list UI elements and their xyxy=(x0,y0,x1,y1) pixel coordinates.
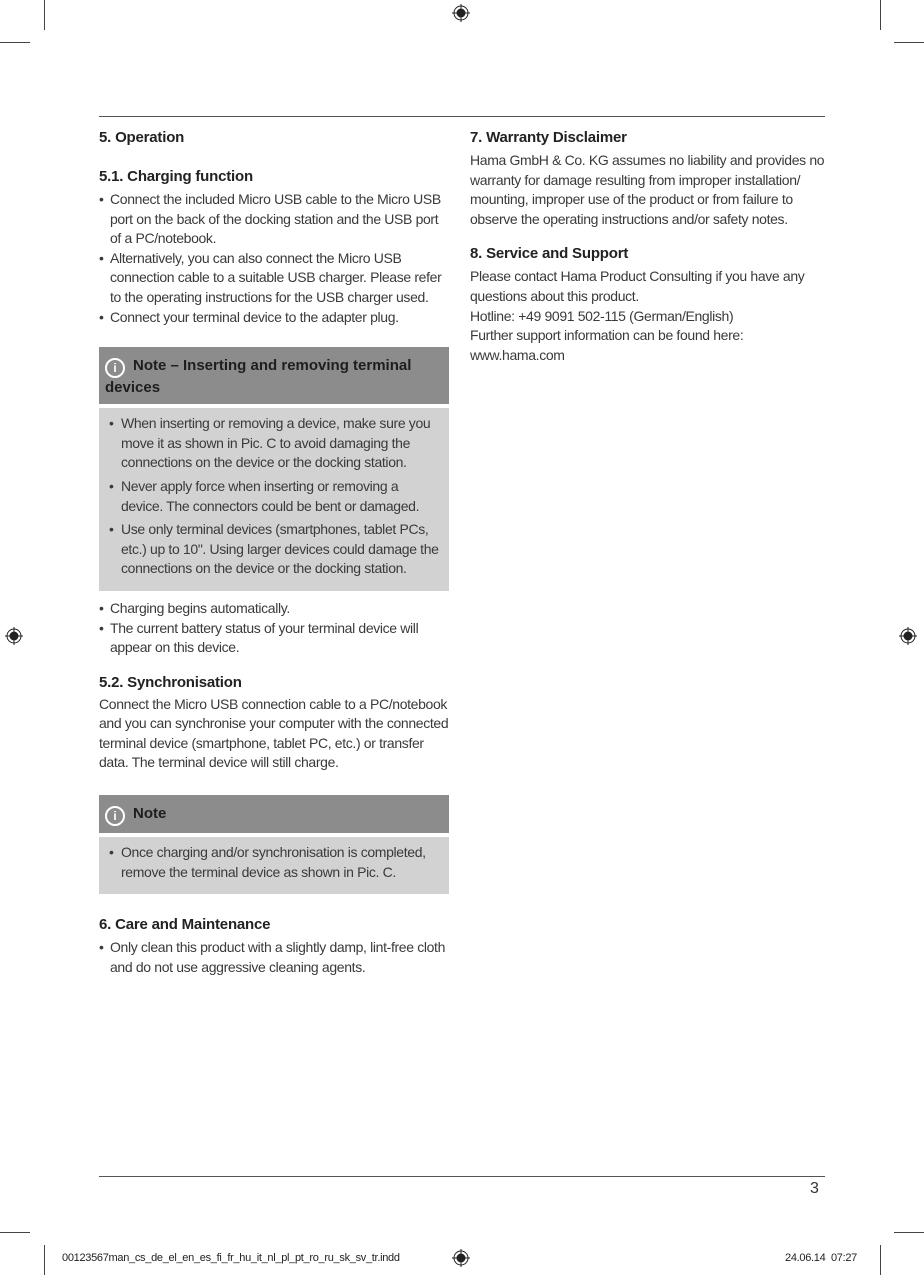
list-item: • Only clean this product with a slightly damp, lint-free cloth and do not use aggressive cleaning agents. xyxy=(99,938,449,977)
note-box xyxy=(99,795,449,894)
bottom-rule xyxy=(99,1176,825,1177)
list-item: • Never apply force when inserting or removing a device. The connectors could be bent or damaged. xyxy=(109,477,439,516)
note-header xyxy=(99,795,449,833)
registration-mark-icon xyxy=(5,627,23,645)
list-item: • The current battery status of your terminal device will appear on this device. xyxy=(99,619,449,658)
paragraph xyxy=(470,267,826,365)
website-link[interactable]: www.hama.com xyxy=(470,346,565,363)
bullet-list xyxy=(99,599,449,658)
crop-mark xyxy=(894,42,924,43)
note-body xyxy=(99,408,449,591)
note-header xyxy=(99,347,449,404)
list-item: • Connect your terminal device to the adapter plug. xyxy=(99,308,449,328)
text-line: Further support information can be found here: xyxy=(470,327,744,344)
list-item: • When inserting or removing a device, make sure you move it as shown in Pic. C to avoid damaging the connections on the device or the docking station. xyxy=(109,414,439,473)
footer-date: 24.06.14 xyxy=(785,1252,826,1264)
crop-mark xyxy=(880,0,881,30)
section-heading: 6. Care and Maintenance xyxy=(99,916,271,934)
info-icon: i xyxy=(105,358,125,378)
footer-time: 07:27 xyxy=(830,1252,857,1264)
section-heading: 5.1. Charging function xyxy=(99,168,253,185)
note-box xyxy=(99,347,449,591)
section-heading: 8. Service and Support xyxy=(470,245,629,263)
bullet-list xyxy=(99,938,449,977)
crop-mark xyxy=(0,1232,30,1233)
footer-timestamp xyxy=(785,1252,857,1264)
note-body xyxy=(99,837,449,894)
crop-mark xyxy=(44,1245,45,1275)
registration-mark-icon xyxy=(452,1249,470,1267)
footer-filename: 00123567man_cs_de_el_en_es_fi_fr_hu_it_nl_pl_pt_ro_ru_sk_sv_tr.indd xyxy=(62,1252,400,1264)
info-icon: i xyxy=(105,806,125,826)
section-heading: 5.2. Synchronisation xyxy=(99,673,242,691)
section-heading: 5. Operation xyxy=(99,129,185,146)
left-column xyxy=(99,129,449,977)
list-item: • Once charging and/or synchronisation is completed, remove the terminal device as shown in Pic. C. xyxy=(109,843,439,882)
right-column xyxy=(470,129,826,365)
page-number: 3 xyxy=(810,1180,819,1197)
list-item: • Connect the included Micro USB cable to the Micro USB port on the back of the docking station and the USB port of a PC/notebook. xyxy=(99,190,449,249)
list-item: • Use only terminal devices (smartphones, tablet PCs, etc.) up to 10". Using larger devices could damage the connections on the device or the docking station. xyxy=(109,520,439,579)
text-line: Hotline: +49 9091 502-115 (German/English) xyxy=(470,307,734,324)
list-item: • Alternatively, you can also connect the Micro USB connection cable to a suitable USB charger. Please refer to the operating instructions for the USB charger used. xyxy=(99,249,449,308)
crop-mark xyxy=(0,42,30,43)
list-item: • Charging begins automatically. xyxy=(99,599,449,619)
note-title: Note xyxy=(133,805,167,823)
registration-mark-icon xyxy=(452,4,470,22)
note-title: Note – Inserting and removing terminal devices xyxy=(105,357,412,397)
bullet-list xyxy=(99,190,449,327)
paragraph: Connect the Micro USB connection cable to a PC/notebook and you can synchronise your computer with the connected terminal device (smartphone, tablet PC, etc.) or transfer data. The terminal device will still charge. xyxy=(99,695,449,771)
text-line: Please contact Hama Product Consulting if you have any questions about this product. xyxy=(470,268,805,304)
section-heading: 7. Warranty Disclaimer xyxy=(470,129,627,146)
paragraph: Hama GmbH & Co. KG assumes no liability and provides no warranty for damage resulting from improper installation/ mounting, improper use of the product or from failure to observe the operating instructions and/or safety notes. xyxy=(470,152,825,227)
registration-mark-icon xyxy=(899,627,917,645)
crop-mark xyxy=(44,0,45,30)
crop-mark xyxy=(894,1232,924,1233)
top-rule xyxy=(99,116,825,117)
crop-mark xyxy=(880,1245,881,1275)
